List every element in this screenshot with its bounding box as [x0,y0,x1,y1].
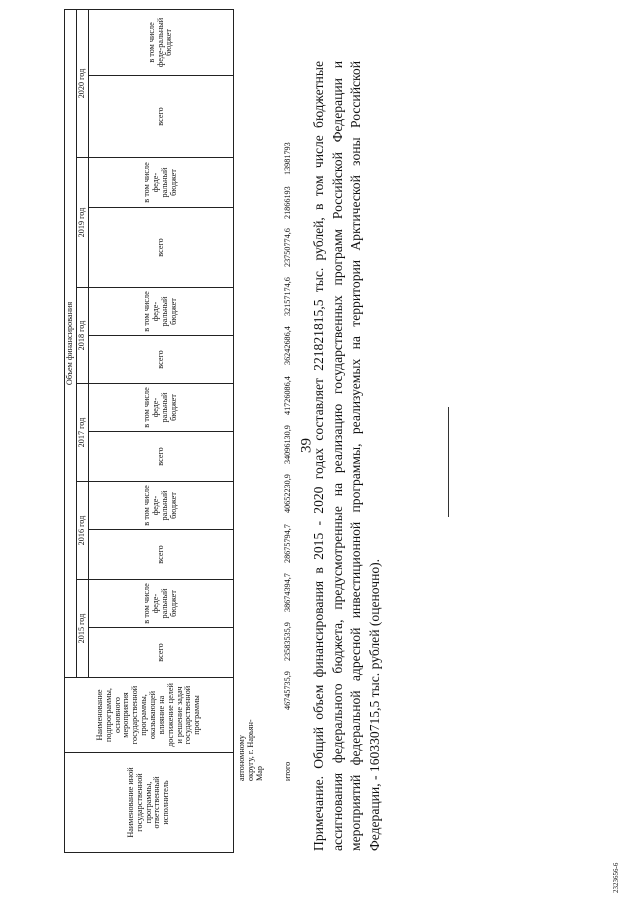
total-value: 32157174,6 [283,277,292,316]
federal-header: в том числе феде-ральный бюджет [88,482,233,530]
total-header: всего [88,336,233,384]
year-2015: 2015 год [76,580,88,678]
total-value: 46745735,9 [283,671,292,710]
total-header: всего [88,432,233,482]
federal-header: в том числе феде-ральный бюджет [88,580,233,628]
header-program: Наименование иной государственной программы, ответственный исполнитель [65,753,234,853]
footnote: Примечание. Общий объем финансирования в 2015 - 2020 годах составляет 221821815,5 тыс. рублей, в том числе бюджетные ассигнования федерального бюджета, предусмотренные на реализацию государственных программ Российской Федерации и мероприятий федеральной адресной инвестиционной программы, реализуемых на территории Арктической зоны Российской Федерации, - 160330715,5 тыс. рублей (оценочно). [311,61,382,851]
year-2016: 2016 год [76,482,88,580]
total-value: 23750774,6 [283,228,292,267]
federal-header: в том числе феде-ральный бюджет [88,384,233,432]
total-header: всего [88,530,233,580]
row-label: автономному округу, г. Нарьян-Мар [237,719,265,781]
separator-line [448,407,449,517]
page-number: 39 [298,438,315,453]
total-header: всего [88,76,233,158]
total-header: всего [88,628,233,678]
total-value: 21866193 [283,186,292,219]
document-id: 2323656-6 [612,862,620,893]
total-value: 41726086,4 [283,376,292,415]
total-value: 28675794,7 [283,524,292,563]
federal-header: в том числе феде-ральный бюджет [88,9,233,75]
year-2019: 2019 год [76,158,88,288]
federal-header: в том числе феде-ральный бюджет [88,158,233,208]
total-value: 36242686,4 [283,326,292,365]
federal-header: в том числе феде-ральный бюджет [88,288,233,336]
total-header: всего [88,208,233,288]
total-value: 23583535,9 [283,622,292,661]
header-subprogram: Наименование подпрограммы, основного мероприятия государственной программы, оказывающей влияние на достижение целей и решение задач государственной программы [65,678,234,753]
total-value: 34096130,9 [283,425,292,464]
total-value: 13981793 [283,142,292,175]
financing-table [64,9,234,853]
year-2018: 2018 год [76,288,88,384]
total-value: 40652230,9 [283,474,292,513]
header-funding: Объем финансирования [65,9,77,677]
total-value: 38674394,7 [283,573,292,612]
totals-label: итого [283,761,292,781]
year-2017: 2017 год [76,384,88,482]
year-2020: 2020 год [76,9,88,157]
